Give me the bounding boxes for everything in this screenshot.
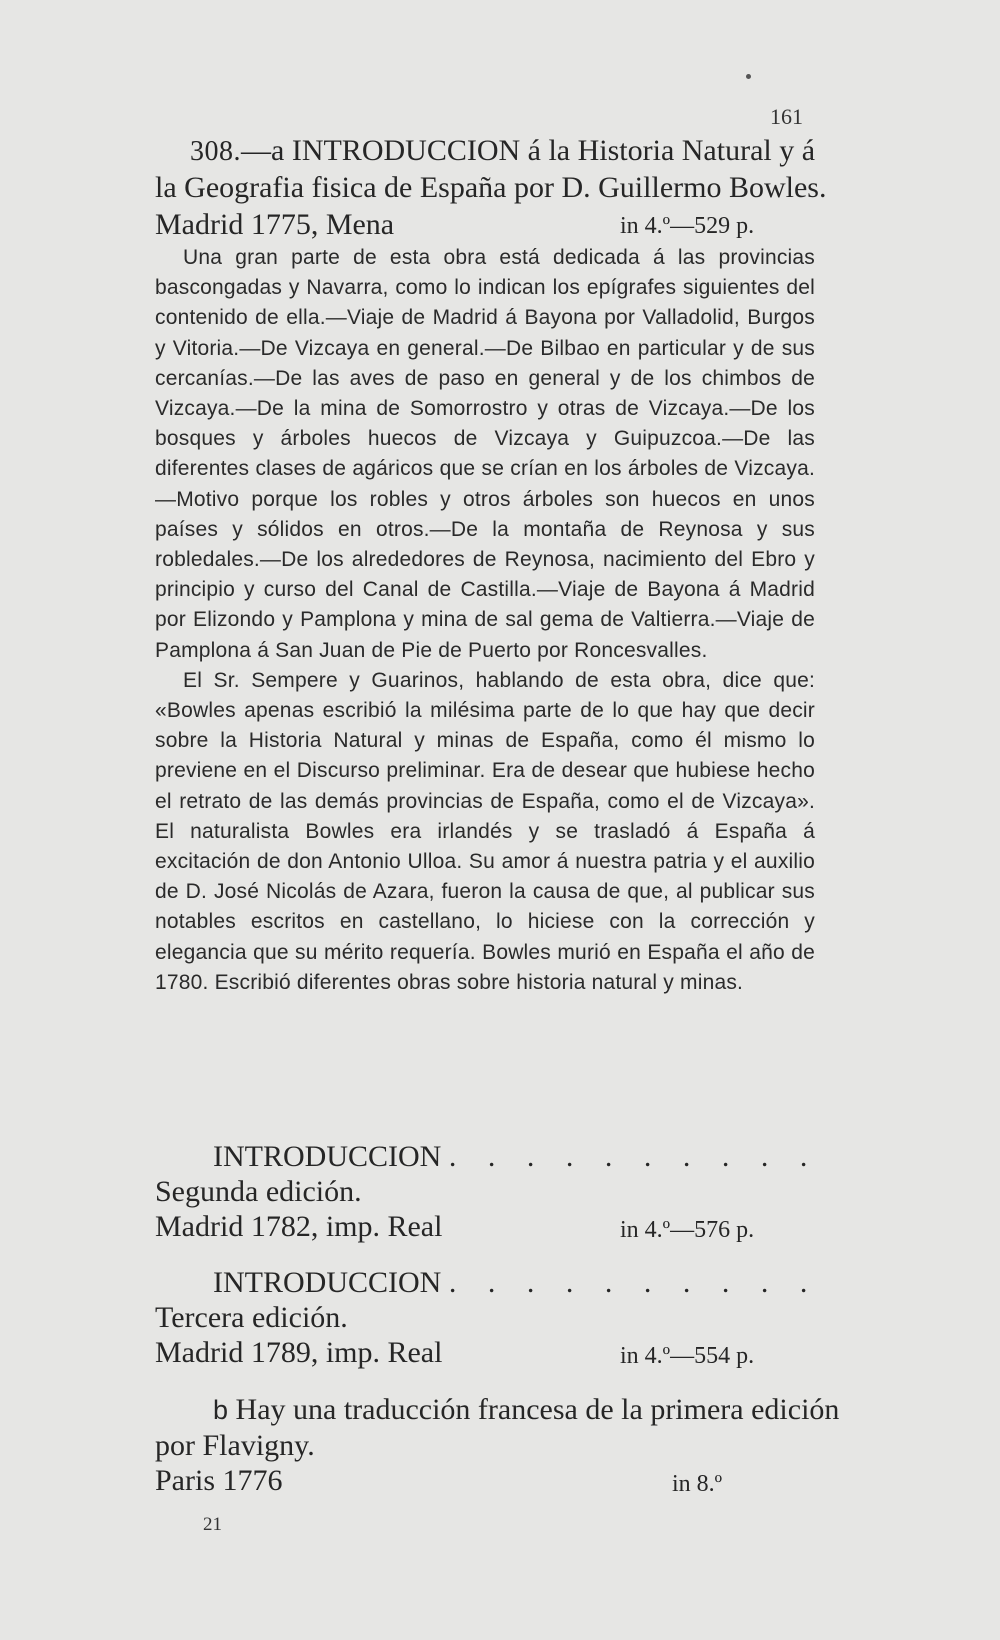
second-edition-format: in 4.º—576 p.: [620, 1217, 755, 1243]
translation-imprint: Paris 1776: [155, 1464, 283, 1497]
third-edition-title-line: [213, 1266, 819, 1300]
entry-number: 308.: [190, 136, 241, 167]
third-edition-label: Tercera edición.: [155, 1301, 348, 1334]
translation-line2: por Flavigny.: [155, 1429, 315, 1462]
translation-line1: [213, 1393, 839, 1427]
description-paragraph: Una gran parte de esta obra está dedicada á las provincias bascongadas y Navarra, como lo indican los epígrafes siguientes del contenido de ella.—Viaje de Madrid á Bayona por Valladolid, Burgos y Vitoria.—De Vizcaya en general.—De Bilbao en particular y de sus cercanías.—De las aves de paso en general y de los chimbos de Vizcaya.—De la mina de Somorrostro y otras de Vizcaya.—De los bosques y árboles huecos de Vizcaya y Guipuzcoa.—De las diferentes clases de agáricos que se crían en los árboles de Vizcaya.—Motivo porque los robles y otros árboles son huecos en unos países y sólidos en otros.—De la montaña de Reynosa y sus robledales.—De los alrededores de Reynosa, nacimiento del Ebro y principio y curso del Canal de Castilla.—Viaje de Bayona á Madrid por Elizondo y Pamplona y mina de sal gema de Valtierra.—Viaje de Pamplona á San Juan de Pie de Puerto por Roncesvalles.: [155, 246, 815, 662]
stray-ink-dot: [746, 74, 751, 79]
second-edition-title: INTRODUCCION: [213, 1140, 442, 1173]
translation-letter: b: [213, 1395, 229, 1425]
signature-mark: 21: [203, 1514, 222, 1535]
commentary-paragraph: El Sr. Sempere y Guarinos, hablando de esta obra, dice que: «Bowles apenas escribió la milésima parte de lo que hay que decir sobre la Historia Natural y minas de España, como él mismo lo previene en el Discurso preliminar. Era de desear que hubiese hecho el retrato de las demás provincias de España, como el de Vizcaya». El naturalista Bowles era irlandés y se trasladó á España á excitación de don Antonio Ulloa. Su amor á nuestra patria y el auxilio de D. José Nicolás de Azara, fueron la causa de que, al publicar sus notables escritos en castellano, lo hiciese con la corrección y elegancia que su mérito requería. Bowles murió en España el año de 1780. Escribió diferentes obras sobre historia natural y minas.: [155, 668, 815, 994]
third-edition-title: INTRODUCCION: [213, 1266, 442, 1299]
translation-text-line1: Hay una traducción francesa de la primera edición: [235, 1393, 840, 1426]
second-edition-leader-dots: . . . . . . . . . .: [448, 1140, 820, 1173]
entry-title-line1: INTRODUCCION á la Historia Natural y á: [291, 134, 816, 167]
entry-imprint: Madrid 1775, Mena: [155, 208, 395, 241]
second-edition-imprint: Madrid 1782, imp. Real: [155, 1210, 443, 1243]
translation-format: in 8.º: [672, 1471, 723, 1497]
third-edition-imprint: Madrid 1789, imp. Real: [155, 1336, 443, 1369]
entry-title-line2: la Geografia fisica de España por D. Guillermo Bowles.: [155, 171, 827, 204]
body-text: [155, 243, 815, 998]
second-edition-title-line: [213, 1140, 819, 1174]
entry-sub-letter: —a: [241, 134, 285, 167]
second-edition-label: Segunda edición.: [155, 1175, 362, 1208]
entry-308-line1: [190, 132, 815, 170]
entry-format: in 4.º—529 p.: [620, 213, 755, 239]
page-number: 161: [770, 104, 803, 129]
third-edition-format: in 4.º—554 p.: [620, 1343, 755, 1369]
third-edition-leader-dots: . . . . . . . . . .: [448, 1266, 820, 1299]
